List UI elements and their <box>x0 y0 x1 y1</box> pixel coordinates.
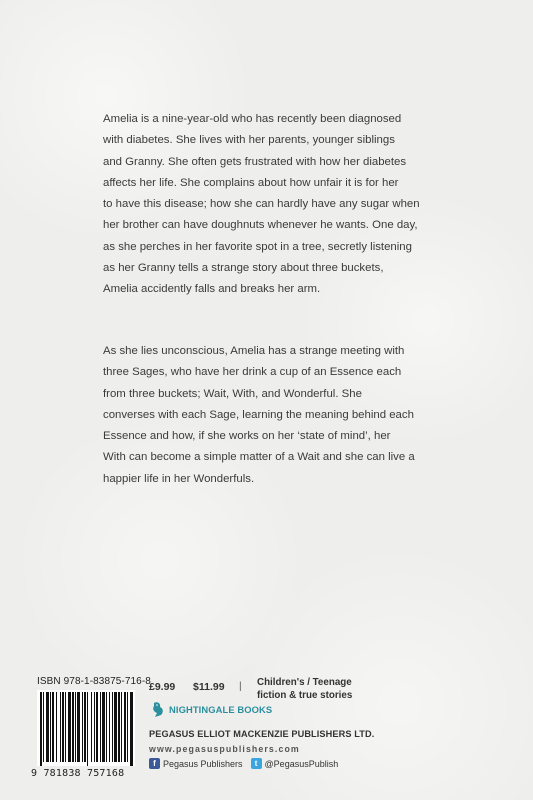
barcode-bar <box>96 692 98 762</box>
barcode-bar <box>118 692 120 762</box>
barcode-bar <box>77 692 80 762</box>
nightingale-bird-icon <box>151 700 165 718</box>
barcode-bar <box>114 692 117 762</box>
barcode-bar <box>100 692 101 762</box>
barcode-bar <box>109 692 110 762</box>
barcode-bar <box>43 692 44 762</box>
barcode-bar <box>72 692 74 762</box>
blurb-line: her brother can have doughnuts whenever he wants. One day, <box>103 219 418 232</box>
blurb-line: and Granny. She often gets frustrated with how her diabetes <box>103 155 407 168</box>
blurb-line: as her Granny tells a strange story about three buckets, <box>103 262 384 275</box>
barcode-bar <box>60 692 61 762</box>
genre-line: fiction & true stories <box>257 690 353 701</box>
blurb-line: As she lies unconscious, Amelia has a strange meeting with <box>103 345 405 357</box>
publisher-name: PEGASUS ELLIOT MACKENZIE PUBLISHERS LTD. <box>149 729 375 739</box>
barcode-bar <box>50 692 51 762</box>
social-links <box>149 758 338 769</box>
barcode-bar <box>52 692 54 762</box>
blurb-line: Amelia is a nine-year-old who has recently been diagnosed <box>103 113 402 125</box>
barcode-bar <box>121 692 122 762</box>
barcode-bar <box>87 692 88 766</box>
barcode-bar <box>102 692 105 762</box>
price-gbp: £9.99 <box>149 681 176 693</box>
barcode-bar <box>130 692 133 766</box>
blurb-line: happier life in her Wonderfuls. <box>103 472 255 485</box>
imprint-name: NIGHTINGALE BOOKS <box>169 703 273 715</box>
barcode-bar <box>91 692 92 762</box>
blurb-line: affects her life. She complains about how unfair it is for her <box>103 176 399 189</box>
blurb-paragraph-1 <box>103 109 433 301</box>
barcode-bar <box>94 692 95 762</box>
facebook-handle: Pegasus Publishers <box>163 758 243 769</box>
twitter-handle: @PegasusPublish <box>264 758 339 769</box>
barcode-bar <box>46 692 49 762</box>
imprint-logo <box>151 700 272 718</box>
blurb-line: from three buckets; Wait, With, and Wonderful. She <box>103 387 362 400</box>
barcode-bar <box>68 692 71 762</box>
barcode-bars <box>37 690 135 766</box>
blurb-line: with diabetes. She lives with her parents, younger siblings <box>103 134 395 147</box>
blurb-line: three Sages, who have her drink a cup of an Essence each <box>103 366 402 379</box>
barcode-bar <box>82 692 83 762</box>
barcode-bar <box>112 692 113 762</box>
price-separator: | <box>239 681 242 692</box>
blurb-line: as she perches in her favorite spot in a tree, secretly listening <box>103 240 412 253</box>
blurb-line: Essence and how, if she works on her ‘state of mind’, her <box>103 430 391 443</box>
blurb-paragraph-2 <box>103 341 433 490</box>
barcode-bar <box>124 692 126 762</box>
barcode-bar <box>56 692 57 762</box>
barcode-bar <box>106 692 107 762</box>
barcode <box>37 690 135 766</box>
blurb-line: Amelia accidently falls and breaks her arm. <box>103 283 321 296</box>
barcode-bar <box>40 692 42 766</box>
blurb-line: With can become a simple matter of a Wait and she can live a <box>103 451 415 464</box>
barcode-bar <box>75 692 76 762</box>
blurb-line: to have this disease; how she can hardly have any sugar when <box>103 198 420 211</box>
barcode-bar <box>65 692 66 762</box>
barcode-bar <box>62 692 64 762</box>
barcode-bar <box>127 692 128 762</box>
blurb-line: converses with each Sage, learning the meaning behind each <box>103 408 414 421</box>
facebook-icon: f <box>149 758 160 769</box>
twitter-icon: t <box>251 758 262 769</box>
isbn-label: ISBN 978-1-83875-716-8 <box>37 676 151 687</box>
price-usd: $11.99 <box>193 681 225 693</box>
publisher-website: www.pegasuspublishers.com <box>149 744 300 754</box>
genre-line: Children's / Teenage <box>257 677 352 688</box>
genre-label <box>257 676 352 702</box>
barcode-digits: 9 781838 757168 <box>31 768 125 779</box>
barcode-bar <box>84 692 86 762</box>
